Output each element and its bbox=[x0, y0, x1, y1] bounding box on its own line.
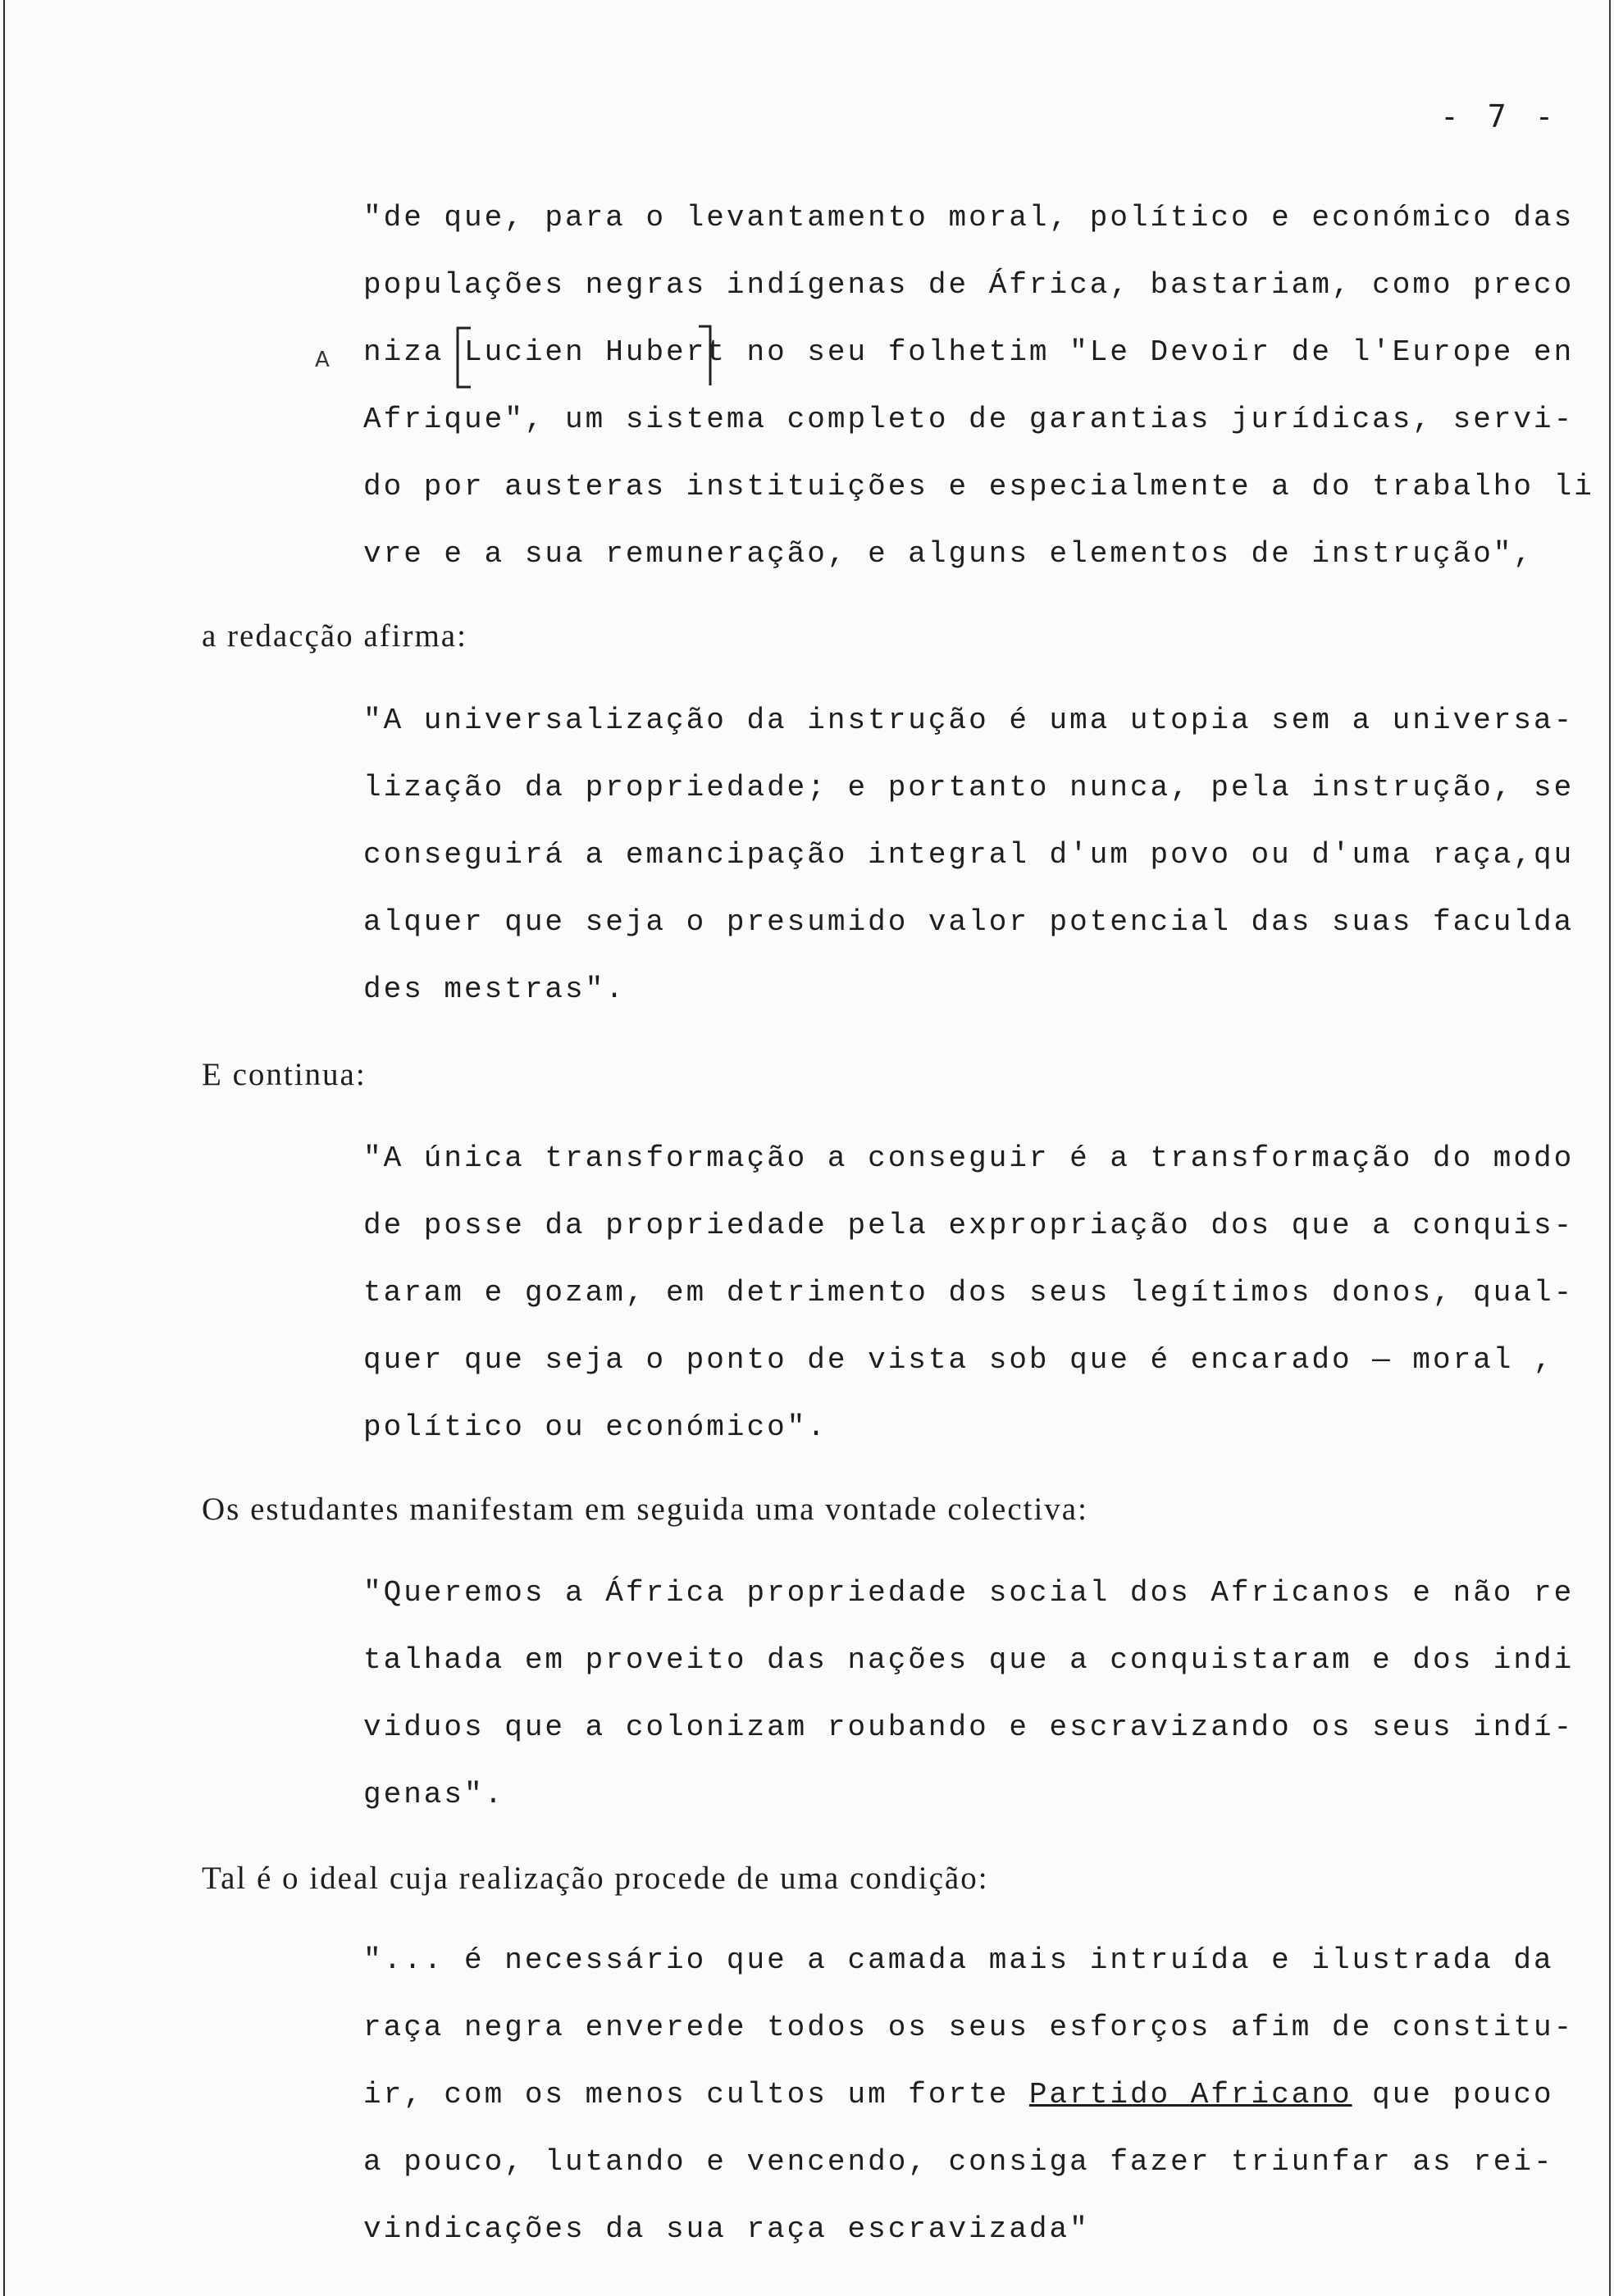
quote-block-1 bbox=[363, 184, 1594, 588]
quote-line-end: que pouco bbox=[1352, 2078, 1554, 2112]
quote-line: des mestras". bbox=[363, 973, 626, 1006]
quote-line: genas". bbox=[363, 1778, 505, 1811]
quote-line: "Queremos a África propriedade social dos Africanos e não re bbox=[363, 1576, 1575, 1610]
narrative-line: Os estudantes manifestam em seguida uma vontade colectiva: bbox=[202, 1492, 1088, 1527]
page-edge-right bbox=[1609, 0, 1611, 2296]
quote-line: "A universalização da instrução é uma utopia sem a universa- bbox=[363, 704, 1575, 737]
quote-line: vre e a sua remuneração, e alguns elementos de instrução", bbox=[363, 537, 1534, 571]
quote-line: do por austeras instituições e especialmente a do trabalho li bbox=[363, 470, 1594, 503]
quote-line: político ou económico". bbox=[363, 1410, 828, 1444]
quote-line-start: ir, com os menos cultos um forte bbox=[363, 2078, 1029, 2112]
quote-block-5 bbox=[363, 1927, 1575, 2263]
quote-line: Afrique", um sistema completo de garantias jurídicas, servi- bbox=[363, 403, 1575, 436]
quote-block-3 bbox=[363, 1125, 1575, 1461]
quote-line bbox=[363, 2061, 1554, 2129]
narrative-line: Tal é o ideal cuja realização procede de uma condição: bbox=[202, 1861, 989, 1896]
quote-block-2 bbox=[363, 687, 1575, 1023]
quote-line: "... é necessário que a camada mais intruída e ilustrada da bbox=[363, 1943, 1554, 1977]
quote-line: alquer que seja o presumido valor potencial das suas faculda bbox=[363, 905, 1575, 939]
quote-block-4 bbox=[363, 1560, 1575, 1829]
quote-line: taram e gozam, em detrimento dos seus legítimos donos, qual- bbox=[363, 1276, 1575, 1310]
quote-line: "A única transformação a conseguir é a transformação do modo bbox=[363, 1141, 1575, 1175]
page-number: - 7 - bbox=[1440, 98, 1559, 134]
narrative-line: E continua: bbox=[202, 1057, 367, 1092]
narrative-line: a redacção afirma: bbox=[202, 618, 467, 654]
quote-line: viduos que a colonizam roubando e escravizando os seus indí- bbox=[363, 1711, 1575, 1744]
emphasis-partido-africano: Partido Africano bbox=[1028, 2078, 1352, 2112]
quote-line: lização da propriedade; e portanto nunca, pela instrução, se bbox=[363, 771, 1575, 804]
quote-line: "de que, para o levantamento moral, político e económico das bbox=[363, 201, 1575, 235]
quote-line: conseguirá a emancipação integral d'um povo ou d'uma raça,qu bbox=[363, 838, 1575, 872]
quote-line: a pouco, lutando e vencendo, consiga fazer triunfar as rei- bbox=[363, 2145, 1554, 2179]
quote-line: raça negra enverede todos os seus esforços afim de constitu- bbox=[363, 2011, 1575, 2044]
quote-line: de posse da propriedade pela expropriação dos que a conquis- bbox=[363, 1209, 1575, 1242]
margin-annotation: A bbox=[315, 348, 330, 372]
quote-line: populações negras indígenas de África, bastariam, como preco bbox=[363, 268, 1575, 302]
quote-line: quer que seja o ponto de vista sob que é encarado — moral , bbox=[363, 1343, 1554, 1377]
page-edge-left bbox=[3, 0, 5, 2296]
quote-line: talhada em proveito das nações que a conquistaram e dos indi bbox=[363, 1643, 1575, 1677]
quote-line: niza Lucien Hubert no seu folhetim "Le Devoir de l'Europe en bbox=[363, 335, 1575, 369]
quote-line: vindicações da sua raça escravizada" bbox=[363, 2212, 1090, 2246]
